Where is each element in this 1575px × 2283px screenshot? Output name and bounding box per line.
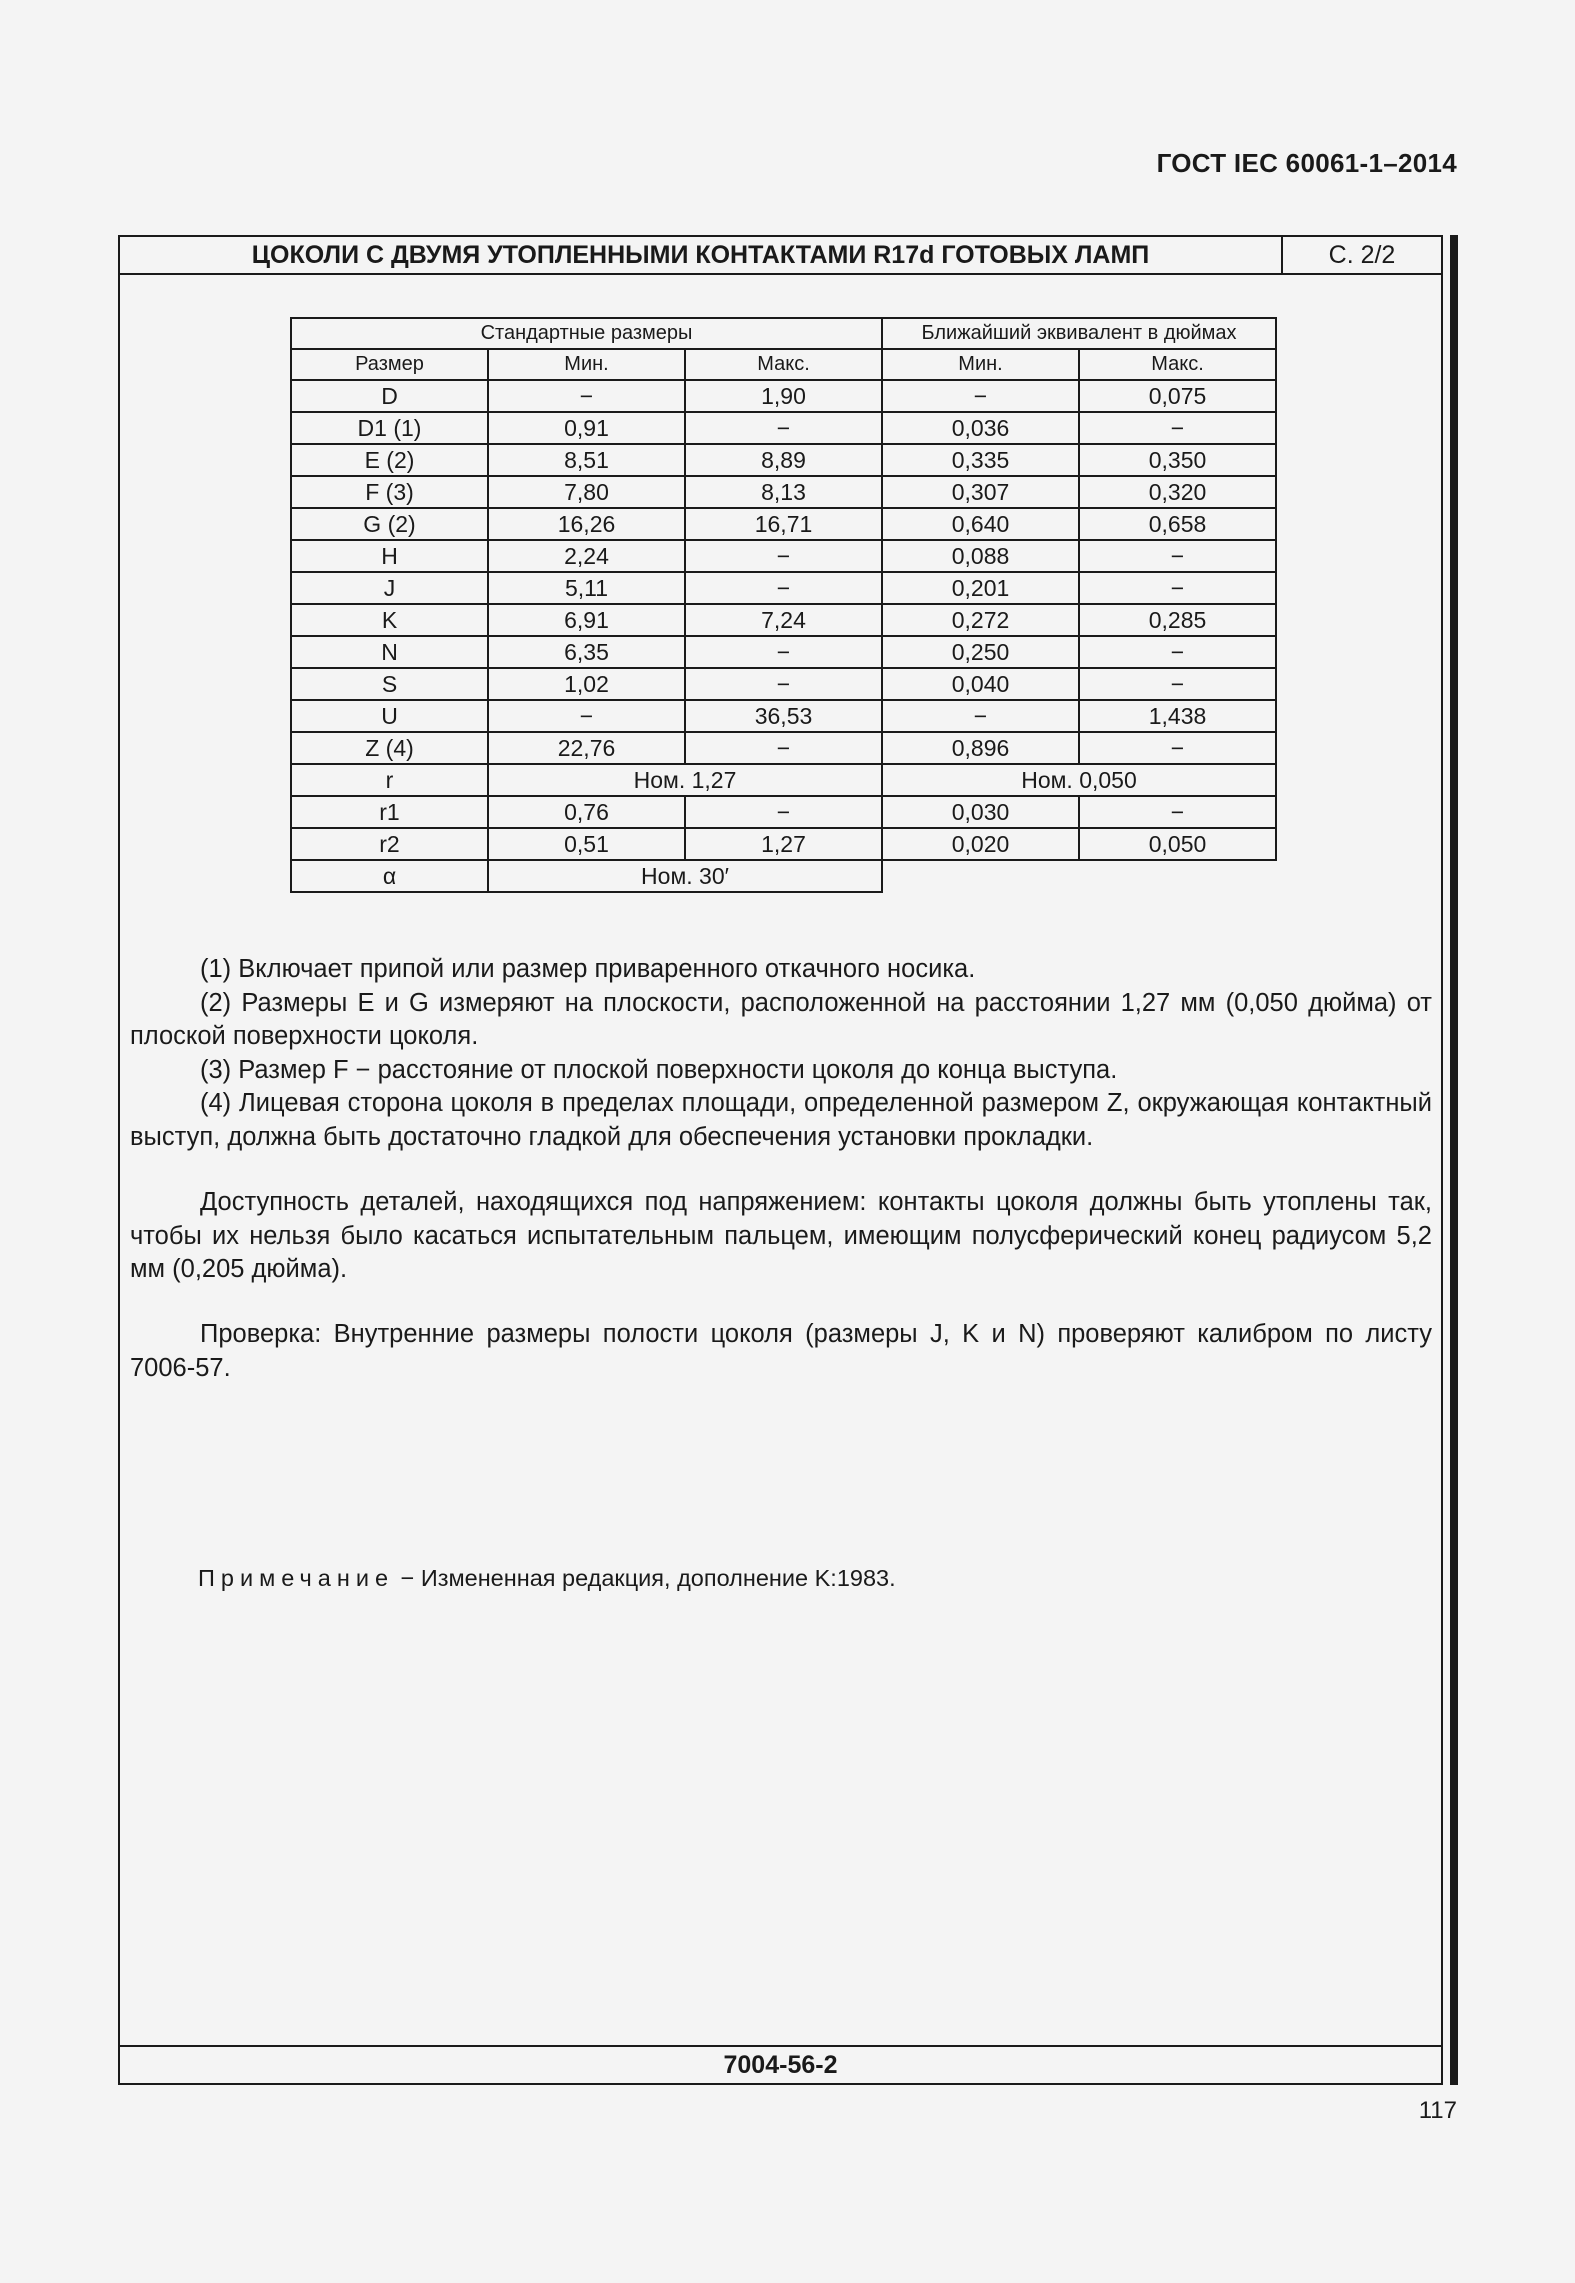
cell: 0,036 [882,412,1079,444]
cell: 16,26 [488,508,685,540]
table-row [291,572,1276,604]
cell: 6,35 [488,636,685,668]
title-bar [120,237,1441,275]
frame-thick-border [1450,235,1458,2085]
cell: α [291,860,488,892]
cell: 1,02 [488,668,685,700]
col-header-max: Макс. [685,349,882,380]
cell: 0,250 [882,636,1079,668]
col-header-min: Мин. [488,349,685,380]
cell: U [291,700,488,732]
page-number: 117 [1418,2097,1457,2124]
table-row [291,476,1276,508]
cell: 0,285 [1079,604,1276,636]
cell: − [882,700,1079,732]
table-column-header-row [291,349,1276,380]
table-group-header-row [291,318,1276,349]
cell: 7,24 [685,604,882,636]
group-inch-header: Ближайший эквивалент в дюймах [882,318,1276,349]
cell: 1,438 [1079,700,1276,732]
cell: S [291,668,488,700]
cell: 0,075 [1079,380,1276,412]
cell: − [685,668,882,700]
cell: N [291,636,488,668]
cell: − [882,380,1079,412]
cell: 0,088 [882,540,1079,572]
cell: 0,201 [882,572,1079,604]
cell: 0,320 [1079,476,1276,508]
cell: 0,350 [1079,444,1276,476]
table-row [291,508,1276,540]
cell: 0,307 [882,476,1079,508]
cell: 8,13 [685,476,882,508]
table-row [291,444,1276,476]
cell: − [1079,668,1276,700]
cell: − [1079,412,1276,444]
table-row-alpha [291,860,1276,892]
cell: 16,71 [685,508,882,540]
cell: 5,11 [488,572,685,604]
cell: − [1079,540,1276,572]
cell: − [685,732,882,764]
table-row [291,796,1276,828]
cell: 1,90 [685,380,882,412]
cell: r2 [291,828,488,860]
footnote-4: (4) Лицевая сторона цоколя в пределах площади, определенной размером Z, окружающая контактный выступ, должна быть достаточно гладкой для обеспечения установки прокладки. [130,1089,1432,1151]
table-row [291,828,1276,860]
cell: 0,76 [488,796,685,828]
cell: 1,27 [685,828,882,860]
cell: 22,76 [488,732,685,764]
access-text: Доступность деталей, находящихся под напряжением: контакты цоколя должны быть утоплены так, чтобы их нельзя было касаться испытательным пальцем, имеющим полусферический конец радиусом 5,2 мм (0,205 дюйма). [130,1188,1432,1283]
cell: − [685,572,882,604]
sheet-number: 7004-56-2 [120,2045,1441,2083]
note-label: Примечание [198,1565,395,1591]
table-row [291,700,1276,732]
cell: − [1079,796,1276,828]
check-paragraph [130,1318,1432,1385]
cell-r-inch: Ном. 0,050 [882,764,1276,796]
sheet-page-indicator: С. 2/2 [1328,241,1396,269]
cell: 0,91 [488,412,685,444]
cell: 0,51 [488,828,685,860]
group-standard-header: Стандартные размеры [291,318,882,349]
table-row [291,412,1276,444]
cell-alpha-standard: Ном. 30′ [488,860,882,892]
cell: J [291,572,488,604]
table-row [291,540,1276,572]
cell: 7,80 [488,476,685,508]
standard-sheet-frame [118,235,1443,2085]
cell: − [685,796,882,828]
check-text: Проверка: Внутренние размеры полости цоколя (размеры J, K и N) проверяют калибром по листу 7006-57. [130,1320,1432,1382]
cell: D [291,380,488,412]
access-paragraph [130,1186,1432,1287]
cell: Z (4) [291,732,488,764]
table-row [291,636,1276,668]
footnotes [130,953,1432,1154]
cell: r1 [291,796,488,828]
cell: − [1079,732,1276,764]
footnote-1: (1) Включает припой или размер приваренного откачного носика. [200,955,976,983]
cell: F (3) [291,476,488,508]
cell: 0,658 [1079,508,1276,540]
cell: − [488,380,685,412]
cell: 8,51 [488,444,685,476]
gost-designation: ГОСТ IEC 60061-1–2014 [1156,148,1457,178]
cell: 0,040 [882,668,1079,700]
cell: 0,020 [882,828,1079,860]
note-text: − Измененная редакция, дополнение K:1983. [394,1565,896,1591]
cell: − [488,700,685,732]
table-row [291,604,1276,636]
col-header-inch-max: Макс. [1079,349,1276,380]
cell: 0,335 [882,444,1079,476]
cell: 0,050 [1079,828,1276,860]
footnote-3: (3) Размер F − расстояние от плоской поверхности цоколя до конца выступа. [200,1055,1118,1084]
cell: H [291,540,488,572]
cell: − [685,540,882,572]
cell: K [291,604,488,636]
note [198,1565,896,1592]
cell: 0,896 [882,732,1079,764]
cell: − [1079,572,1276,604]
table-row [291,668,1276,700]
cell: 36,53 [685,700,882,732]
cell: D1 (1) [291,412,488,444]
cell: 6,91 [488,604,685,636]
sheet-title: ЦОКОЛИ С ДВУМЯ УТОПЛЕННЫМИ КОНТАКТАМИ R17d ГОТОВЫХ ЛАМП [120,237,1283,273]
cell: − [685,412,882,444]
cell: 0,272 [882,604,1079,636]
table-row [291,380,1276,412]
cell: − [1079,636,1276,668]
cell-r-standard: Ном. 1,27 [488,764,882,796]
table-row-r [291,764,1276,796]
dimensions-table [290,317,1277,893]
cell: G (2) [291,508,488,540]
table-row [291,732,1276,764]
cell: − [685,636,882,668]
cell: 0,030 [882,796,1079,828]
cell: 8,89 [685,444,882,476]
cell: 2,24 [488,540,685,572]
footnote-2: (2) Размеры E и G измеряют на плоскости, расположенной на расстоянии 1,27 мм (0,050 дюйма) от плоской поверхности цоколя. [130,988,1432,1050]
cell: E (2) [291,444,488,476]
cell: r [291,764,488,796]
cell: 0,640 [882,508,1079,540]
col-header-size: Размер [291,349,488,380]
col-header-inch-min: Мин. [882,349,1079,380]
